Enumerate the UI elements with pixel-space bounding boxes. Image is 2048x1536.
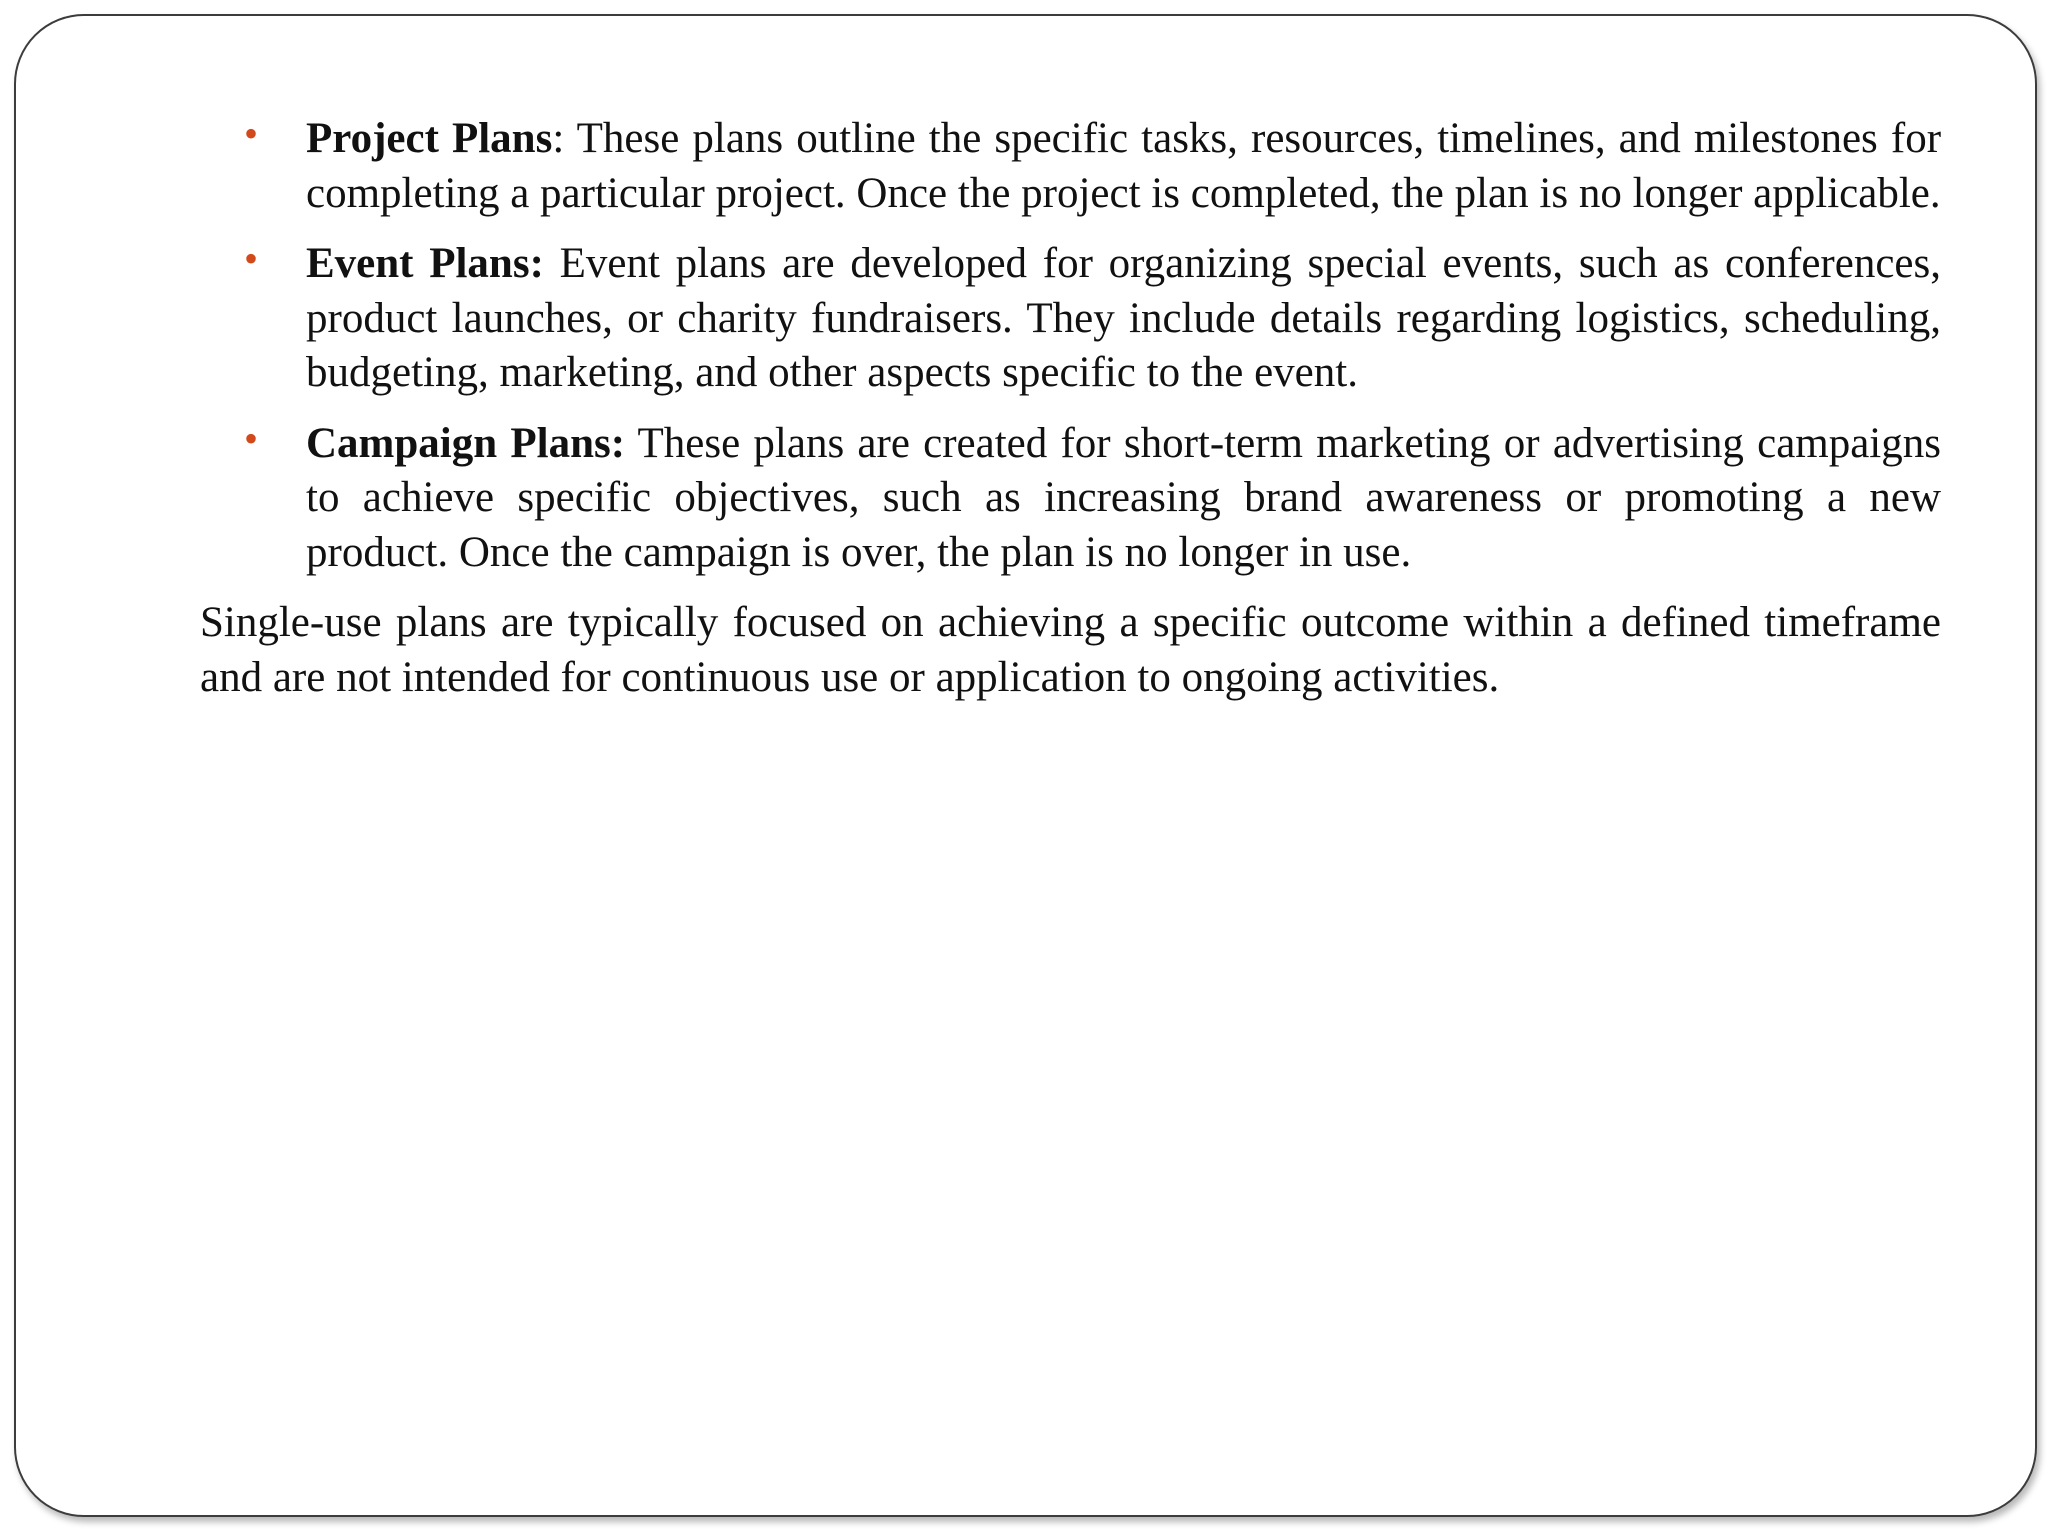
bullet-term: Event Plans: (306, 240, 544, 287)
bullet-separator (544, 240, 560, 287)
bullet-description: These plans are created for short-term marketing or advertising campaigns to achieve specific objectives, such as increasing brand awareness or promoting a new product. Once the campaign is over, the plan is no longer in use. (306, 419, 1941, 576)
bullet-item-campaign-plans (200, 417, 1941, 581)
slide-frame (14, 14, 2037, 1517)
bullet-description: Event plans are developed for organizing special events, such as conferences, product launches, or charity fundraisers. They include details regarding logistics, scheduling, budgeting, marketing, and other aspects specific to the event. (306, 240, 1941, 396)
summary-paragraph: Single-use plans are typically focused on achieving a specific outcome within a defined timeframe and are not intended for continuous use or application to ongoing activities. (200, 599, 1941, 701)
bullet-separator (625, 420, 637, 467)
bullet-term: Project Plans (306, 115, 553, 162)
bullet-list (200, 112, 1941, 580)
bullet-text (306, 112, 1941, 221)
bullet-dot-icon: • (244, 111, 259, 156)
slide-content (200, 112, 1941, 705)
bullet-term: Campaign Plans: (306, 419, 626, 467)
bullet-separator: : (552, 115, 577, 162)
bullet-dot-icon: • (244, 415, 259, 461)
bullet-item-event-plans (200, 237, 1941, 401)
bullet-dot-icon: • (244, 236, 259, 281)
bullet-description: These plans outline the specific tasks, resources, timelines, and milestones for completing a particular project. Once the project is completed, the plan is no longer applicable. (306, 115, 1942, 217)
bullet-text (306, 237, 1941, 401)
bullet-text (306, 417, 1941, 581)
bullet-item-project-plans (200, 112, 1941, 221)
